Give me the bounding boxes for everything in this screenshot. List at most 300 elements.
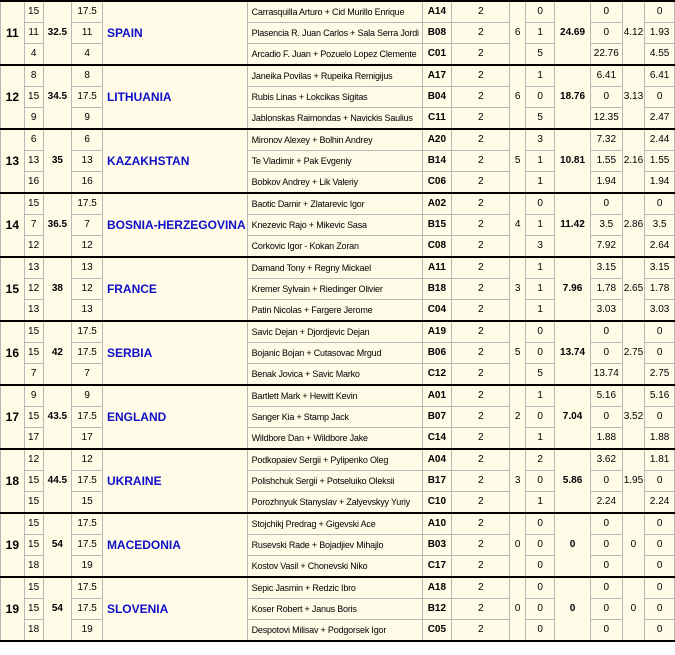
pair-value-2: 0 (645, 407, 675, 428)
pair-result: 3 (526, 236, 555, 258)
pair-names: Baotic Damir + Zlatarevic Igor (247, 193, 422, 215)
pair-result: 0 (526, 471, 555, 492)
pair-names: Sanger Kia + Stamp Jack (247, 407, 422, 428)
team-wins: 4 (510, 193, 526, 257)
team-average: 24.69 (555, 1, 591, 65)
team-wins: 0 (510, 513, 526, 577)
pair-rank: 15 (24, 492, 43, 514)
pair-value: 22.76 (590, 44, 622, 66)
pair-result: 0 (526, 343, 555, 364)
pair-names: Patin Nicolas + Fargere Jerome (247, 300, 422, 322)
pair-value-2: 1.93 (645, 23, 675, 44)
pair-names: Mironov Alexey + Bolhin Andrey (247, 129, 422, 151)
pair-score: 19 (72, 620, 103, 642)
pair-value: 2.24 (590, 492, 622, 514)
team-average-2: 2.16 (622, 129, 644, 193)
team-rank: 12 (1, 65, 25, 129)
pair-names: Jablonskas Raimondas + Navickis Saulius (247, 108, 422, 130)
pair-code: B17 (422, 471, 452, 492)
pair-value: 0 (590, 535, 622, 556)
team-rank: 16 (1, 321, 25, 385)
team-group (1, 513, 675, 577)
pair-value-2: 2.44 (645, 129, 675, 151)
pair-names: Stojchikj Predrag + Gigevski Ace (247, 513, 422, 535)
pair-rank: 15 (24, 193, 43, 215)
pair-result: 1 (526, 257, 555, 279)
pair-value-2: 0 (645, 471, 675, 492)
pair-value-2: 0 (645, 193, 675, 215)
team-total: 34.5 (43, 65, 72, 129)
pair-score: 17.5 (72, 87, 103, 108)
pair-names: Arcadio F. Juan + Pozuelo Lopez Clemente (247, 44, 422, 66)
pair-names: Damand Tony + Regny Mickael (247, 257, 422, 279)
team-name: SERBIA (102, 321, 247, 385)
team-wins: 6 (510, 65, 526, 129)
team-average: 13.74 (555, 321, 591, 385)
pair-rank: 13 (24, 300, 43, 322)
pair-names: Sepic Jasmin + Redzic Ibro (247, 577, 422, 599)
pair-value-2: 3.5 (645, 215, 675, 236)
table-row (1, 1, 675, 23)
team-rank: 13 (1, 129, 25, 193)
pair-rank: 18 (24, 620, 43, 642)
pair-result: 5 (526, 108, 555, 130)
pair-names: Despotovi Milisav + Podgorsek Igor (247, 620, 422, 642)
pair-code: B15 (422, 215, 452, 236)
pair-value: 1.78 (590, 279, 622, 300)
pair-value: 0 (590, 1, 622, 23)
team-wins: 3 (510, 449, 526, 513)
pair-names: Kostov Vasil + Chonevski Niko (247, 556, 422, 578)
team-group (1, 193, 675, 257)
pair-value-2: 0 (645, 1, 675, 23)
pair-code: C05 (422, 620, 452, 642)
table-row (1, 193, 675, 215)
pair-result: 0 (526, 556, 555, 578)
pair-score: 15 (72, 492, 103, 514)
team-average: 10.81 (555, 129, 591, 193)
team-name: ENGLAND (102, 385, 247, 449)
pair-score: 9 (72, 385, 103, 407)
pair-result: 0 (526, 513, 555, 535)
pair-names: Rusevski Rade + Bojadjiev Mihajlo (247, 535, 422, 556)
team-name: KAZAKHSTAN (102, 129, 247, 193)
pair-code: C08 (422, 236, 452, 258)
boards-count: 2 (452, 513, 510, 535)
table-row (1, 65, 675, 87)
pair-rank: 15 (24, 343, 43, 364)
pair-rank: 8 (24, 65, 43, 87)
team-wins: 3 (510, 257, 526, 321)
boards-count: 2 (452, 1, 510, 23)
pair-code: B08 (422, 23, 452, 44)
pair-result: 3 (526, 129, 555, 151)
pair-value-2: 0 (645, 321, 675, 343)
pair-result: 5 (526, 44, 555, 66)
pair-rank: 15 (24, 513, 43, 535)
pair-rank: 15 (24, 535, 43, 556)
team-name: MACEDONIA (102, 513, 247, 577)
pair-rank: 15 (24, 1, 43, 23)
pair-value-2: 3.03 (645, 300, 675, 322)
team-wins: 2 (510, 385, 526, 449)
pair-value: 0 (590, 407, 622, 428)
team-wins: 6 (510, 1, 526, 65)
pair-code: A18 (422, 577, 452, 599)
pair-value-2: 0 (645, 87, 675, 108)
boards-count: 2 (452, 321, 510, 343)
pair-value-2: 2.24 (645, 492, 675, 514)
pair-names: Rubis Linas + Lokcikas Sigitas (247, 87, 422, 108)
pair-code: A14 (422, 1, 452, 23)
pair-code: B14 (422, 151, 452, 172)
pair-value-2: 1.81 (645, 449, 675, 471)
team-total: 38 (43, 257, 72, 321)
boards-count: 2 (452, 236, 510, 258)
pair-value-2: 5.16 (645, 385, 675, 407)
pair-score: 11 (72, 23, 103, 44)
boards-count: 2 (452, 23, 510, 44)
pair-code: B03 (422, 535, 452, 556)
pair-code: B12 (422, 599, 452, 620)
team-group (1, 129, 675, 193)
boards-count: 2 (452, 599, 510, 620)
pair-names: Kremer Sylvain + Riedinger Olivier (247, 279, 422, 300)
team-name: FRANCE (102, 257, 247, 321)
team-total: 43.5 (43, 385, 72, 449)
boards-count: 2 (452, 620, 510, 642)
pair-names: Corkovic Igor - Kokan Zoran (247, 236, 422, 258)
pair-code: C01 (422, 44, 452, 66)
team-group (1, 385, 675, 449)
pair-rank: 12 (24, 236, 43, 258)
pair-value-2: 0 (645, 535, 675, 556)
team-group (1, 321, 675, 385)
pair-value: 7.92 (590, 236, 622, 258)
pair-result: 1 (526, 492, 555, 514)
pair-value: 3.62 (590, 449, 622, 471)
pair-result: 1 (526, 65, 555, 87)
team-wins: 0 (510, 577, 526, 641)
pair-rank: 13 (24, 151, 43, 172)
pair-score: 17.5 (72, 535, 103, 556)
pair-score: 17.5 (72, 1, 103, 23)
pair-value: 1.94 (590, 172, 622, 194)
pair-code: A01 (422, 385, 452, 407)
team-average-2: 3.52 (622, 385, 644, 449)
pair-value: 0 (590, 577, 622, 599)
pair-result: 0 (526, 620, 555, 642)
boards-count: 2 (452, 407, 510, 428)
boards-count: 2 (452, 428, 510, 450)
boards-count: 2 (452, 193, 510, 215)
boards-count: 2 (452, 257, 510, 279)
pair-result: 0 (526, 599, 555, 620)
pair-rank: 15 (24, 321, 43, 343)
pair-score: 17 (72, 428, 103, 450)
table-row (1, 257, 675, 279)
pair-score: 9 (72, 108, 103, 130)
pair-score: 4 (72, 44, 103, 66)
pair-value: 12.35 (590, 108, 622, 130)
pair-result: 0 (526, 577, 555, 599)
team-total: 36.5 (43, 193, 72, 257)
boards-count: 2 (452, 279, 510, 300)
pair-score: 7 (72, 364, 103, 386)
pair-score: 13 (72, 257, 103, 279)
boards-count: 2 (452, 129, 510, 151)
pair-score: 17.5 (72, 513, 103, 535)
boards-count: 2 (452, 65, 510, 87)
pair-result: 0 (526, 407, 555, 428)
team-average: 0 (555, 513, 591, 577)
pair-code: C04 (422, 300, 452, 322)
team-name: SLOVENIA (102, 577, 247, 641)
pair-rank: 9 (24, 108, 43, 130)
team-group (1, 65, 675, 129)
table-row (1, 577, 675, 599)
pair-result: 1 (526, 279, 555, 300)
pair-value: 0 (590, 471, 622, 492)
pair-rank: 16 (24, 172, 43, 194)
pair-result: 1 (526, 385, 555, 407)
pair-value: 0 (590, 193, 622, 215)
pair-value: 0 (590, 620, 622, 642)
pair-code: A02 (422, 193, 452, 215)
pair-names: Janeika Povilas + Rupeika Remigijus (247, 65, 422, 87)
pair-score: 17.5 (72, 577, 103, 599)
boards-count: 2 (452, 300, 510, 322)
pair-score: 17.5 (72, 471, 103, 492)
team-rank: 17 (1, 385, 25, 449)
boards-count: 2 (452, 108, 510, 130)
team-average: 5.86 (555, 449, 591, 513)
pair-rank: 12 (24, 279, 43, 300)
pair-rank: 15 (24, 577, 43, 599)
pair-result: 2 (526, 449, 555, 471)
pair-code: A10 (422, 513, 452, 535)
pair-value: 0 (590, 513, 622, 535)
team-name: BOSNIA-HERZEGOVINA (102, 193, 247, 257)
team-rank: 19 (1, 577, 25, 641)
table-row (1, 321, 675, 343)
pair-value-2: 0 (645, 577, 675, 599)
pair-result: 1 (526, 215, 555, 236)
boards-count: 2 (452, 556, 510, 578)
team-total: 42 (43, 321, 72, 385)
pair-code: A04 (422, 449, 452, 471)
pair-rank: 7 (24, 215, 43, 236)
pair-rank: 18 (24, 556, 43, 578)
pair-result: 0 (526, 1, 555, 23)
pair-rank: 15 (24, 407, 43, 428)
pair-result: 5 (526, 364, 555, 386)
pair-value: 5.16 (590, 385, 622, 407)
pair-result: 1 (526, 300, 555, 322)
pair-score: 17.5 (72, 343, 103, 364)
team-group (1, 449, 675, 513)
team-group (1, 257, 675, 321)
pair-score: 13 (72, 151, 103, 172)
pair-value-2: 2.47 (645, 108, 675, 130)
team-average-2: 0 (622, 513, 644, 577)
pair-value: 3.15 (590, 257, 622, 279)
team-rank: 15 (1, 257, 25, 321)
pair-value: 1.88 (590, 428, 622, 450)
pair-rank: 17 (24, 428, 43, 450)
pair-names: Bobkov Andrey + Lik Valeriy (247, 172, 422, 194)
pair-code: B04 (422, 87, 452, 108)
pair-result: 1 (526, 428, 555, 450)
pair-code: C17 (422, 556, 452, 578)
pair-score: 12 (72, 449, 103, 471)
pair-value: 0 (590, 23, 622, 44)
pair-names: Bartlett Mark + Hewitt Kevin (247, 385, 422, 407)
pair-result: 1 (526, 151, 555, 172)
pair-code: B18 (422, 279, 452, 300)
table-row (1, 449, 675, 471)
pair-names: Knezevic Rajo + Mikevic Sasa (247, 215, 422, 236)
team-average: 7.04 (555, 385, 591, 449)
pair-result: 0 (526, 321, 555, 343)
pair-code: B06 (422, 343, 452, 364)
pair-value: 7.32 (590, 129, 622, 151)
pair-rank: 15 (24, 599, 43, 620)
pair-code: A20 (422, 129, 452, 151)
team-wins: 5 (510, 321, 526, 385)
pair-value: 1.55 (590, 151, 622, 172)
pair-score: 8 (72, 65, 103, 87)
boards-count: 2 (452, 492, 510, 514)
team-average-2: 2.86 (622, 193, 644, 257)
table-row (1, 129, 675, 151)
pair-score: 17.5 (72, 599, 103, 620)
pair-result: 0 (526, 535, 555, 556)
team-total: 35 (43, 129, 72, 193)
pair-value-2: 1.88 (645, 428, 675, 450)
pair-names: Porozhnyuk Stanyslav + Zalyevskyy Yuriy (247, 492, 422, 514)
team-name: SPAIN (102, 1, 247, 65)
pair-score: 17.5 (72, 407, 103, 428)
pair-score: 19 (72, 556, 103, 578)
team-name: LITHUANIA (102, 65, 247, 129)
team-group (1, 1, 675, 65)
team-average: 11.42 (555, 193, 591, 257)
pair-value: 3.5 (590, 215, 622, 236)
pair-code: C06 (422, 172, 452, 194)
pair-value-2: 0 (645, 620, 675, 642)
team-group (1, 577, 675, 641)
pair-result: 1 (526, 23, 555, 44)
boards-count: 2 (452, 44, 510, 66)
pair-value: 6.41 (590, 65, 622, 87)
pair-rank: 11 (24, 23, 43, 44)
pair-value-2: 6.41 (645, 65, 675, 87)
pair-rank: 15 (24, 471, 43, 492)
pair-score: 6 (72, 129, 103, 151)
pair-code: A11 (422, 257, 452, 279)
pair-names: Podkopaiev Sergii + Pylipenko Oleg (247, 449, 422, 471)
pair-code: C14 (422, 428, 452, 450)
pair-result: 0 (526, 193, 555, 215)
pair-names: Savic Dejan + Djordjevic Dejan (247, 321, 422, 343)
pair-score: 17.5 (72, 193, 103, 215)
pair-names: Benak Jovica + Savic Marko (247, 364, 422, 386)
boards-count: 2 (452, 151, 510, 172)
boards-count: 2 (452, 535, 510, 556)
team-total: 44.5 (43, 449, 72, 513)
team-average: 18.76 (555, 65, 591, 129)
pair-rank: 4 (24, 44, 43, 66)
pair-value-2: 0 (645, 513, 675, 535)
team-average-2: 2.65 (622, 257, 644, 321)
pair-names: Plasencia R. Juan Carlos + Sala Serra Jordi (247, 23, 422, 44)
pair-score: 16 (72, 172, 103, 194)
team-average-2: 0 (622, 577, 644, 641)
team-wins: 5 (510, 129, 526, 193)
pair-code: B07 (422, 407, 452, 428)
team-total: 54 (43, 513, 72, 577)
pair-value-2: 1.78 (645, 279, 675, 300)
pair-value-2: 3.15 (645, 257, 675, 279)
team-rank: 19 (1, 513, 25, 577)
pair-value-2: 2.64 (645, 236, 675, 258)
pair-code: A17 (422, 65, 452, 87)
pair-code: C10 (422, 492, 452, 514)
team-rank: 18 (1, 449, 25, 513)
pair-score: 12 (72, 236, 103, 258)
pair-value: 0 (590, 343, 622, 364)
pair-rank: 9 (24, 385, 43, 407)
team-average-2: 2.75 (622, 321, 644, 385)
table-row (1, 513, 675, 535)
boards-count: 2 (452, 364, 510, 386)
boards-count: 2 (452, 449, 510, 471)
pair-rank: 6 (24, 129, 43, 151)
pair-score: 17.5 (72, 321, 103, 343)
pair-names: Polishchuk Sergii + Potseluiko Oleksii (247, 471, 422, 492)
pair-value: 3.03 (590, 300, 622, 322)
pair-value-2: 0 (645, 599, 675, 620)
team-rank: 11 (1, 1, 25, 65)
boards-count: 2 (452, 215, 510, 236)
pair-names: Wildbore Dan + Wildbore Jake (247, 428, 422, 450)
team-name: UKRAINE (102, 449, 247, 513)
team-total: 32.5 (43, 1, 72, 65)
table-row (1, 385, 675, 407)
pair-value: 0 (590, 321, 622, 343)
pair-rank: 7 (24, 364, 43, 386)
pair-names: Bojanic Bojan + Cutasovac Mrgud (247, 343, 422, 364)
pair-value: 13.74 (590, 364, 622, 386)
pair-value-2: 1.94 (645, 172, 675, 194)
pair-names: Te Vladimir + Pak Evgeniy (247, 151, 422, 172)
team-average-2: 3.13 (622, 65, 644, 129)
team-average-2: 4.12 (622, 1, 644, 65)
pair-score: 12 (72, 279, 103, 300)
team-average: 7.96 (555, 257, 591, 321)
team-average-2: 1.95 (622, 449, 644, 513)
pair-value-2: 1.55 (645, 151, 675, 172)
pair-value-2: 0 (645, 556, 675, 578)
boards-count: 2 (452, 577, 510, 599)
pair-rank: 13 (24, 257, 43, 279)
boards-count: 2 (452, 343, 510, 364)
pair-code: C12 (422, 364, 452, 386)
pair-names: Koser Robert + Janus Boris (247, 599, 422, 620)
pair-code: A19 (422, 321, 452, 343)
pair-value-2: 2.75 (645, 364, 675, 386)
